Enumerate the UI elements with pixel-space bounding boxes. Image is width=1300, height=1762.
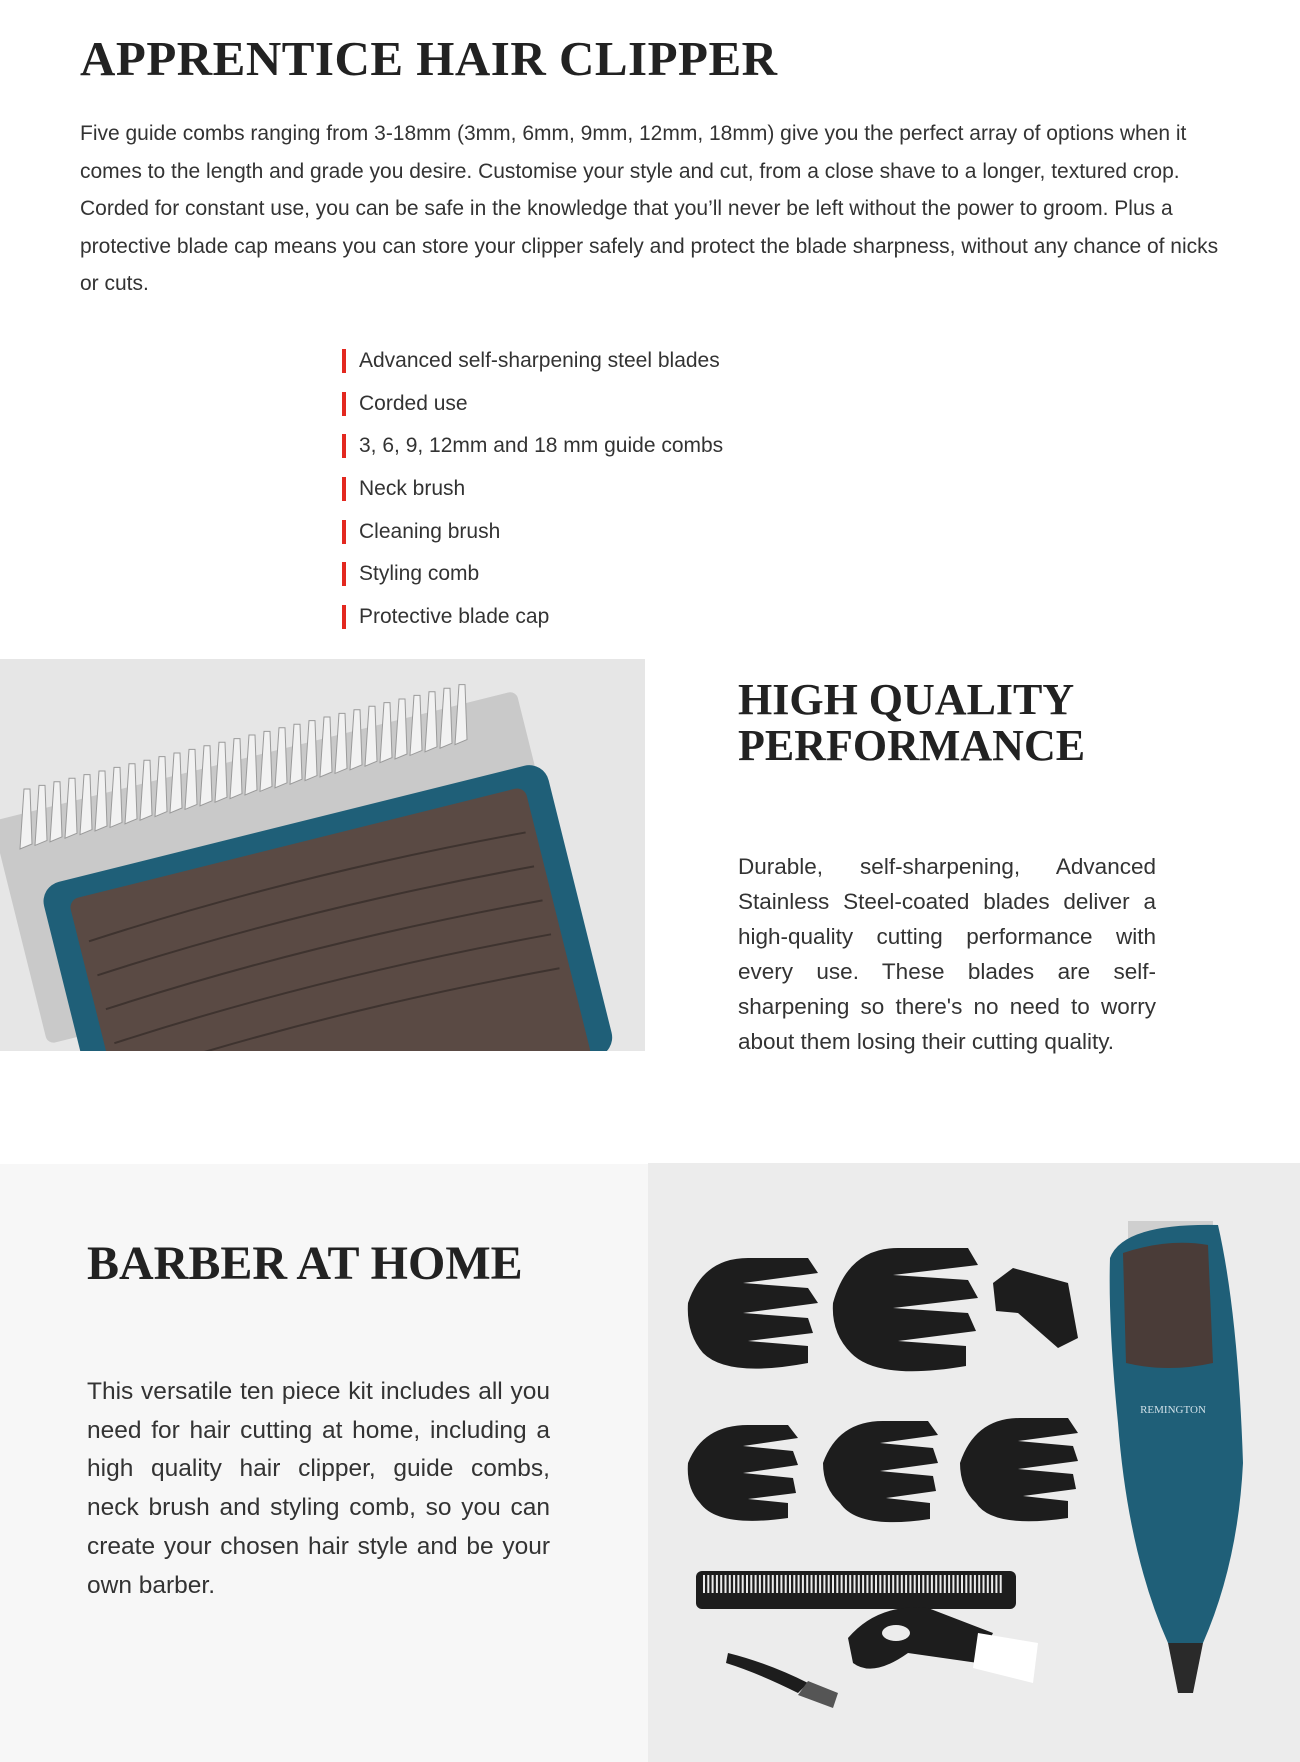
- intro-paragraph: Five guide combs ranging from 3-18mm (3mm, 6mm, 9mm, 12mm, 18mm) give you the perfect array of options when it comes to the length and grade you desire. Customise your style and cut, from a close shave to a longer, textured crop. Corded for constant use, you can be safe in the knowledge that you’ll never be left without the power to groom. Plus a protective blade cap means you can store your clipper safely and protect the blade sharpness, without any chance of nicks or cuts.: [80, 122, 1219, 295]
- feature-item: [342, 468, 723, 511]
- red-bar-icon: [342, 562, 346, 586]
- red-bar-icon: [342, 605, 346, 629]
- blade-closeup-image: [0, 659, 645, 1051]
- quality-heading-line2: PERFORMANCE: [738, 721, 1086, 770]
- red-bar-icon: [342, 520, 346, 544]
- feature-item: [342, 553, 723, 596]
- feature-item: [342, 596, 723, 639]
- feature-text: Styling comb: [359, 562, 480, 586]
- feature-item: [342, 383, 723, 426]
- feature-text: Advanced self-sharpening steel blades: [359, 349, 720, 373]
- kit-graphic: [648, 1163, 1300, 1762]
- feature-text: Corded use: [359, 391, 468, 415]
- feature-list: [342, 340, 723, 638]
- red-bar-icon: [342, 349, 346, 373]
- quality-paragraph: Durable, self-sharpening, Advanced Stainless Steel-coated blades deliver a high-quality cutting performance with every use. These blades are self-sharpening so there's no need to worry about them losing their cutting quality.: [738, 854, 1156, 1054]
- feature-item: [342, 510, 723, 553]
- blade-closeup-graphic: [0, 659, 645, 1051]
- feature-text: Cleaning brush: [359, 519, 501, 543]
- feature-text: 3, 6, 9, 12mm and 18 mm guide combs: [359, 434, 724, 458]
- quality-heading-line1: HIGH QUALITY: [738, 675, 1075, 724]
- red-bar-icon: [342, 477, 346, 501]
- red-bar-icon: [342, 392, 346, 416]
- styling-comb: [696, 1571, 1016, 1609]
- barber-paragraph: This versatile ten piece kit includes all you need for hair cutting at home, including a high quality hair clipper, guide combs, neck brush and styling comb, so you can create your chosen hair style and be your own barber.: [87, 1378, 550, 1599]
- feature-item: [342, 425, 723, 468]
- feature-item: [342, 340, 723, 383]
- kit-image: [648, 1163, 1300, 1762]
- red-bar-icon: [342, 434, 346, 458]
- barber-heading: BARBER AT HOME: [87, 1237, 523, 1290]
- feature-text: Protective blade cap: [359, 604, 550, 628]
- feature-text: Neck brush: [359, 477, 466, 501]
- quality-heading: [738, 677, 1085, 769]
- brand-mark: REMINGTON: [1140, 1404, 1206, 1416]
- page-title: APPRENTICE HAIR CLIPPER: [80, 31, 778, 86]
